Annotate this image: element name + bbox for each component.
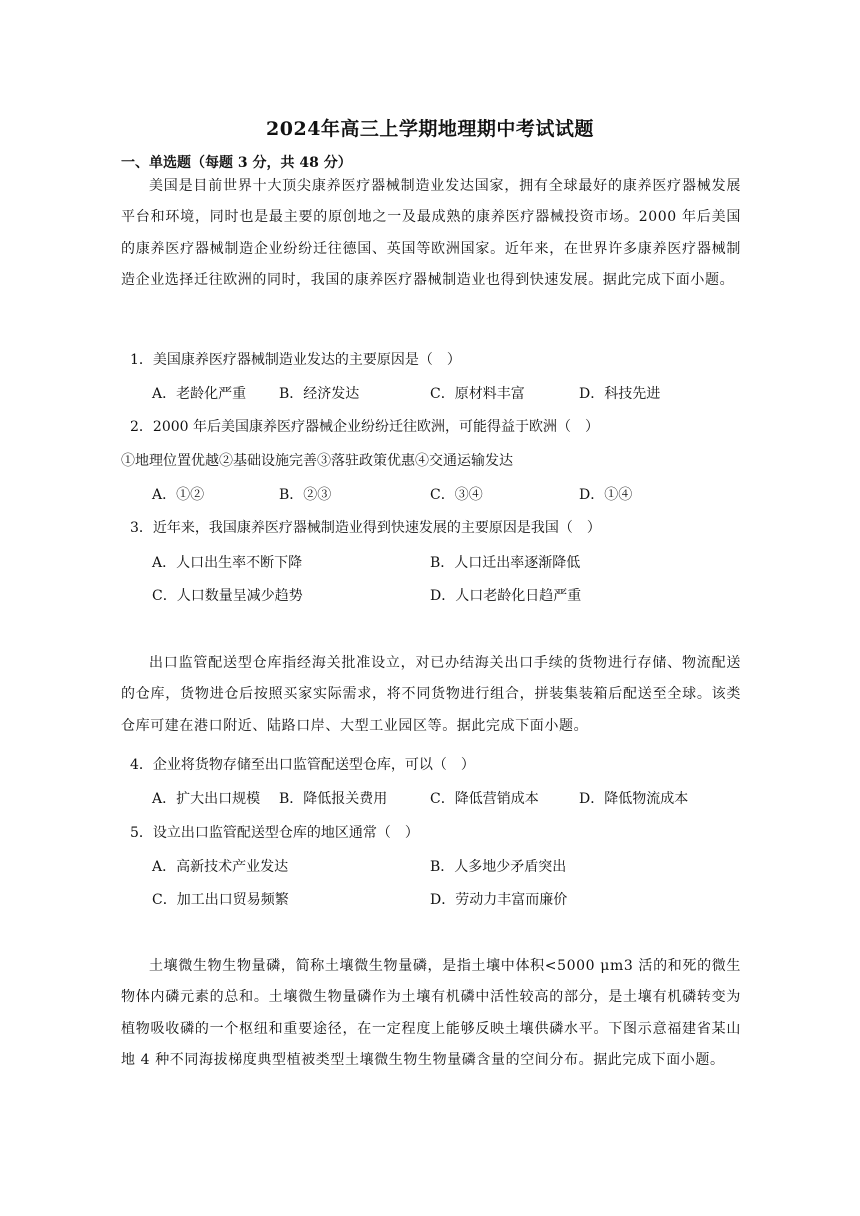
passage-3: 土壤微生物生物量磷，简称土壤微生物量磷，是指土壤中体积<5000 μm3 活的和死的微生物体内磷元素的总和。土壤微生物量磷作为土壤有机磷中活性较高的部分，是土壤有机磷转变为植物吸收磷的一个枢纽和重要途径，在一定程度上能够反映土壤供磷水平。下图示意福建省某山地 4 种不同海拔梯度典型植被类型土壤微生物生物量磷含量的空间分布。据此完成下面小题。 [121, 958, 741, 1069]
question-1-option-c: C．原材料丰富 [430, 386, 525, 402]
question-4-option-a: A．扩大出口规模 [152, 791, 261, 807]
question-5-stem: 5．设立出口监管配送型仓库的地区通常（ ） [130, 825, 419, 841]
question-4-option-b: B．降低报关费用 [279, 791, 388, 807]
question-1-option-d: D．科技先进 [579, 386, 661, 402]
question-5-option-a: A．高新技术产业发达 [152, 859, 289, 875]
question-4-option-d: D．降低物流成本 [579, 791, 689, 807]
question-3-option-d: D．人口老龄化日趋严重 [430, 588, 582, 604]
question-2-list: ①地理位置优越②基础设施完善③落驻政策优惠④交通运输发达 [121, 453, 513, 469]
question-1-option-b: B．经济发达 [279, 386, 360, 402]
question-5-option-c: C．加工出口贸易频繁 [152, 892, 289, 908]
passage-1: 美国是目前世界十大顶尖康养医疗器械制造业发达国家，拥有全球最好的康养医疗器械发展平台和环境，同时也是最主要的原创地之一及最成熟的康养医疗器械投资市场。2000 年后美国的康养医疗器械制造企业纷纷迁往德国、英国等欧洲国家。近年来，在世界许多康养医疗器械制造企业选择迁往欧洲的同时，我国的康养医疗器械制造业也得到快速发展。据此完成下面小题。 [121, 178, 741, 289]
question-2-stem: 2．2000 年后美国康养医疗器械企业纷纷迁往欧洲，可能得益于欧洲（ ） [130, 419, 599, 435]
question-3-stem: 3．近年来，我国康养医疗器械制造业得到快速发展的主要原因是我国（ ） [130, 520, 601, 536]
question-3-option-c: C．人口数量呈减少趋势 [152, 588, 303, 604]
question-5-option-b: B．人多地少矛盾突出 [430, 859, 567, 875]
question-2-option-a: A．①② [152, 487, 205, 503]
question-3-option-a: A．人口出生率不断下降 [152, 555, 303, 571]
passage-2: 出口监管配送型仓库指经海关批准设立，对已办结海关出口手续的货物进行存储、物流配送的仓库，货物进仓后按照买家实际需求，将不同货物进行组合，拼装集装箱后配送至全球。该类仓库可建在港口附近、陆路口岸、大型工业园区等。据此完成下面小题。 [121, 655, 741, 734]
question-2-option-d: D．①④ [579, 487, 633, 503]
question-5-option-d: D．劳动力丰富而廉价 [430, 892, 568, 908]
question-2-option-b: B．②③ [279, 487, 332, 503]
question-1-stem: 1．美国康养医疗器械制造业发达的主要原因是（ ） [130, 352, 461, 368]
question-4-option-c: C．降低营销成本 [430, 791, 539, 807]
page-title: 2024年高三上学期地理期中考试试题 [266, 118, 594, 140]
question-3-option-b: B．人口迁出率逐渐降低 [430, 555, 581, 571]
question-4-stem: 4．企业将货物存储至出口监管配送型仓库，可以（ ） [130, 757, 475, 773]
question-2-option-c: C．③④ [430, 487, 483, 503]
section-heading: 一、单选题（每题 3 分，共 48 分） [121, 155, 352, 171]
question-1-option-a: A．老龄化严重 [152, 386, 247, 402]
